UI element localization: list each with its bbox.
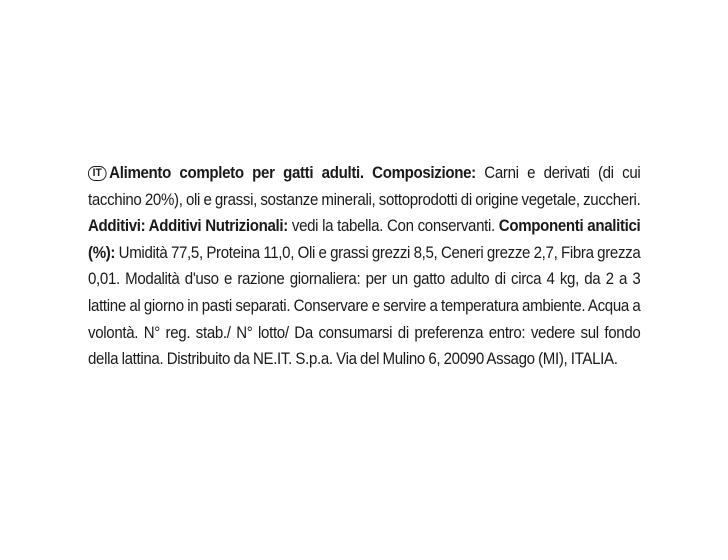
- product-label-text: [88, 160, 640, 373]
- product-description-heading: Alimento completo per gatti adulti. Composizione:: [109, 164, 476, 182]
- analytical-components-heading: Componenti analitici (%):: [88, 217, 641, 262]
- analytical-and-usage-text: Umidità 77,5, Proteina 11,0, Oli e grassi grezzi 8,5, Ceneri grezze 2,7, Fibra grezza 0,01. Modalità d'uso e razione giornaliera: per un gatto adulto di circa 4 kg, da 2 a 3 lattine al giorno in pasti separati. Conservare e servire a temperatura ambiente. Acqua a volontà. N° reg. stab./ N° lotto/ Da consumarsi di preferenza entro: vedere sul fondo della lattina. Distribuito da NE.IT. S.p.a. Via del Mulino 6, 20090 Assago (MI), ITALIA.: [88, 243, 641, 369]
- language-badge: IT: [88, 166, 106, 181]
- additives-text: vedi la tabella. Con conservanti.: [287, 217, 499, 236]
- additives-heading: Additivi: Additivi Nutrizionali:: [88, 217, 288, 236]
- composition-text: Carni e derivati (di cui tacchino 20%), oli e grassi, sostanze minerali, sottoprodotti di origine vegetale, zuccheri.: [88, 164, 641, 209]
